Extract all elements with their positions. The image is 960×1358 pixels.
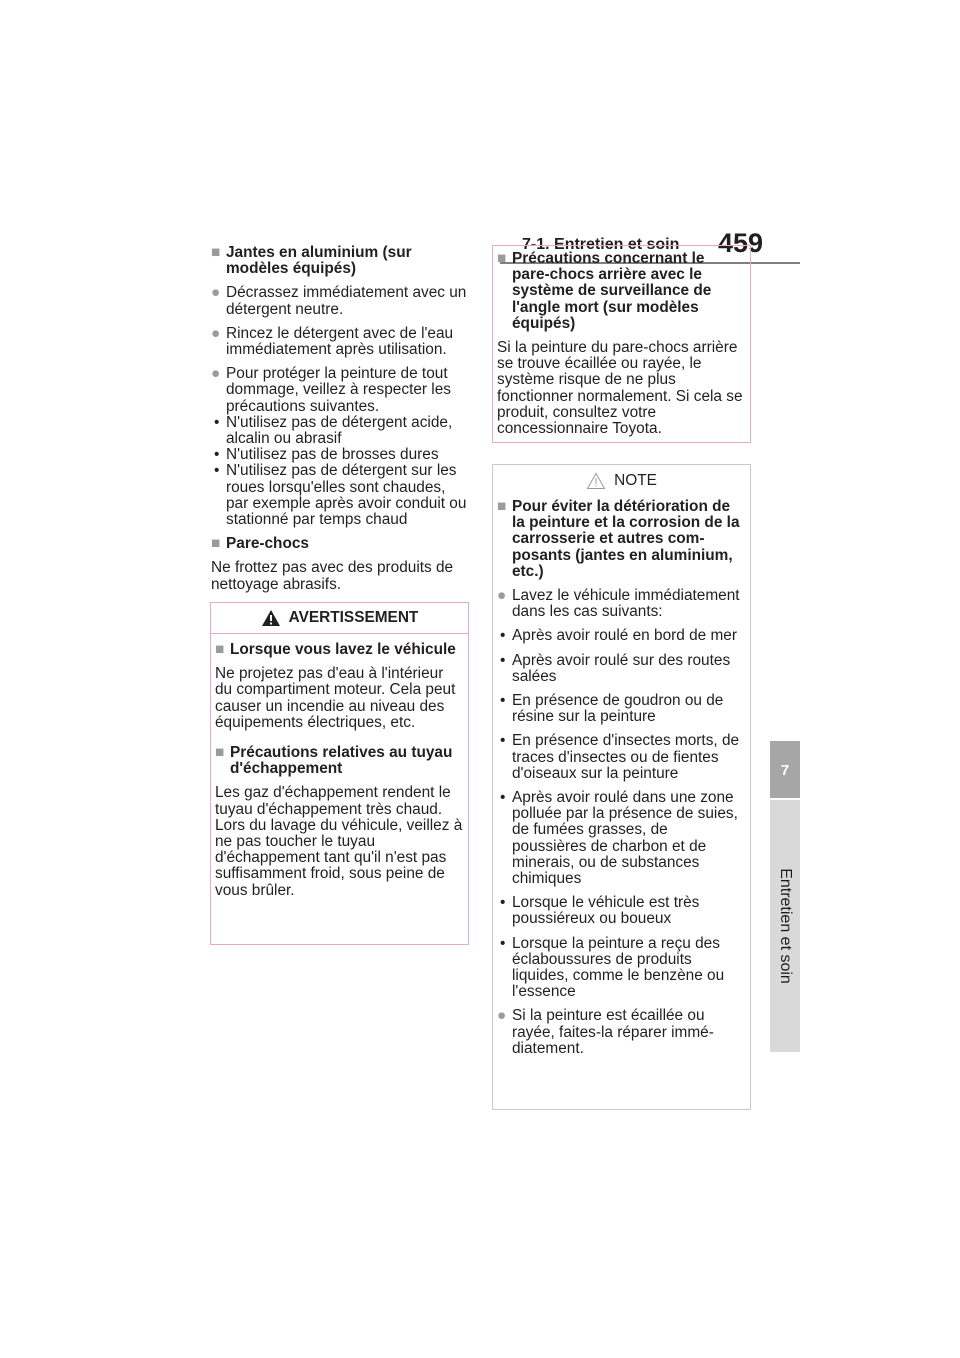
chapter-number: 7 — [780, 762, 790, 779]
list-item: ● Lavez le véhicule immédiatement dans les cas suivants: — [497, 587, 740, 621]
circle-bullet-icon: ● — [211, 324, 221, 342]
warning-heading-exhaust: ■ Précautions relatives au tuyau d'échappement — [215, 744, 453, 778]
list-item: ● Si la peinture est écaillée ou rayée, faites-la réparer immédiatement. — [497, 1007, 714, 1057]
bsm-precaution-box — [492, 245, 751, 443]
alloy-wheels-heading: ■ Jantes en aluminium (sur modèles équipés) — [211, 244, 412, 278]
square-bullet-icon: ■ — [215, 744, 225, 762]
dash-item: • Après avoir roulé sur des routes salées — [500, 651, 731, 685]
square-bullet-icon: ■ — [211, 244, 221, 261]
bsm-heading: ■ Précautions concernant le pare-chocs arrière avec le système de surveillance de l'angle mort (sur modèles équipés) — [497, 250, 712, 332]
bsm-text: Si la peinture du pare-chocs arrière se trouve écaillée ou rayée, le système risque de ne plus fonctionner normalement. Si cela se produit, consultez votre concessionnaire Toyota. — [497, 339, 743, 438]
warning-text-exhaust-2: Lors du lavage du véhicule, veillez à ne pas toucher le tuyau d'échappement tant qu'il n'est pas suffisamment froid, sous peine de vous brûler. — [215, 816, 463, 899]
square-bullet-icon: ■ — [497, 498, 507, 515]
chapter-label: Entretien et soin — [777, 868, 794, 984]
dash-item: • Lorsque le véhicule est très poussiéreux ou boueux — [500, 894, 700, 928]
circle-bullet-icon: ● — [497, 587, 507, 605]
dash-item: • Après avoir roulé dans une zone polluée par la présence de suies, de fumées grasses, de poussières de charbon et de minerais, ou de substances chimiques — [500, 789, 738, 888]
bumper-text: Ne frottez pas avec des produits de nettoyage abrasifs. — [211, 559, 454, 593]
circle-bullet-icon: ● — [211, 365, 221, 383]
note-box — [492, 464, 751, 1110]
dash-item: • Après avoir roulé en bord de mer — [500, 627, 737, 645]
caution-triangle-icon — [586, 472, 606, 490]
circle-bullet-icon: ● — [211, 284, 221, 302]
warning-text-exhaust-1: Les gaz d'échappement rendent le tuyau d'échappement très chaud. — [215, 784, 451, 818]
dash-item: • N'utilisez pas de détergent acide, alcalin ou abrasif — [214, 413, 453, 448]
warning-title: AVERTISSEMENT — [288, 609, 419, 626]
bumper-heading: ■ Pare-chocs — [211, 535, 309, 553]
dash-item: • Lorsque la peinture a reçu des éclaboussures de produits liquides, comme le benzène ou l'essence — [500, 934, 725, 1001]
note-box-header — [493, 465, 750, 497]
left-column — [211, 245, 469, 601]
section-title: 7-1. Entretien et soin — [522, 236, 680, 253]
square-bullet-icon: ■ — [497, 250, 507, 267]
note-heading: ■ Pour éviter la détérioration de la peinture et la corrosion de la carrosserie et autres composants (jantes en aluminium, etc.) — [497, 498, 740, 580]
warning-heading-washing: ■ Lorsque vous lavez le véhicule — [215, 641, 456, 658]
dash-item: • N'utilisez pas de détergent sur les roues lorsqu'elles sont chaudes, par exemple après avoir conduit ou stationné par temps chaud — [214, 462, 467, 529]
square-bullet-icon: ■ — [215, 641, 225, 658]
warning-triangle-icon — [261, 609, 281, 627]
dash-item: • En présence d'insectes morts, de traces d'insectes ou de fientes d'oiseaux sur la peinture — [500, 732, 740, 782]
warning-box — [210, 602, 469, 945]
circle-bullet-icon: ● — [497, 1007, 507, 1025]
list-item: ● Pour protéger la peinture de tout dommage, veillez à respecter les précautions suivantes. — [211, 365, 451, 415]
warning-text-washing: Ne projetez pas d'eau à l'intérieur du compartiment moteur. Cela peut causer un incendie au niveau des équipements électriques, etc. — [215, 665, 456, 731]
page-number: 459 — [718, 228, 764, 258]
dash-item: • En présence de goudron ou de résine sur la peinture — [500, 692, 724, 726]
list-item: ● Décrassez immédiatement avec un détergent neutre. — [211, 284, 467, 318]
square-bullet-icon: ■ — [211, 535, 221, 553]
note-title: NOTE — [614, 472, 657, 489]
warning-box-header — [211, 603, 468, 634]
dash-item: • N'utilisez pas de brosses dures — [214, 446, 439, 464]
list-item: ● Rincez le détergent avec de l'eau immédiatement après utilisation. — [211, 324, 454, 359]
